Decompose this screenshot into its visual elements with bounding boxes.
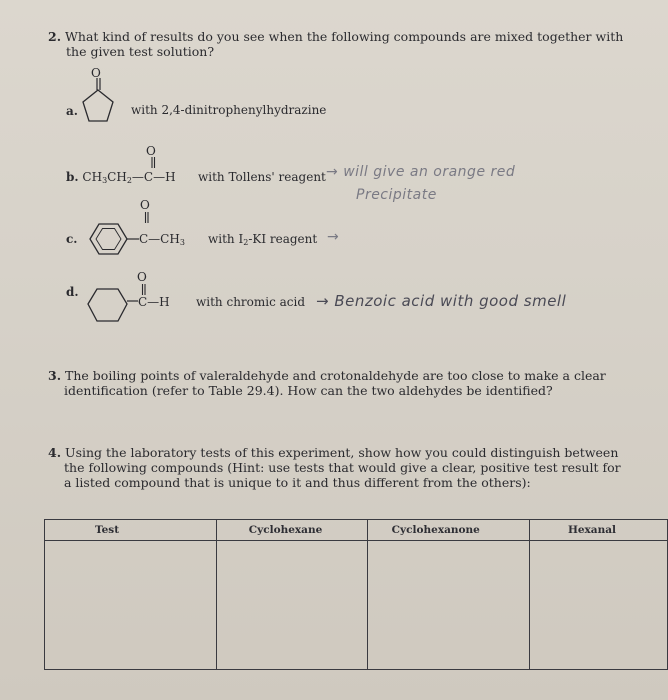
item-d-oxygen: O	[137, 270, 147, 284]
item-c-label: c.	[66, 232, 78, 246]
item-d-reagent: with chromic acid	[196, 295, 306, 309]
q2-line1	[48, 29, 623, 44]
q3-text-1: The boiling points of valeraldehyde and crotonaldehyde are too close to make a clear	[65, 368, 606, 383]
q4-text-3: a listed compound that is unique to it and thus different from the others):	[64, 475, 531, 490]
item-b-oxygen: O	[146, 144, 156, 158]
cell-hexanal[interactable]	[529, 541, 667, 670]
item-a-label: a.	[66, 104, 78, 118]
item-b-reagent: with Tollens' reagent	[198, 170, 326, 184]
table-header-row	[45, 520, 668, 541]
header-cyclohexane: Cyclohexane	[216, 520, 367, 541]
q4-text-2: the following compounds (Hint: use tests that would give a clear, positive test result for	[64, 460, 621, 475]
header-hexanal: Hexanal	[529, 520, 667, 541]
cell-test[interactable]	[45, 541, 217, 670]
item-c-group: $C—CH_3$	[139, 232, 185, 247]
cyclopentanone-structure	[76, 78, 126, 128]
item-b-answer-line1: → will give an orange red	[326, 164, 516, 180]
table-row	[45, 541, 668, 670]
item-d-label: d.	[66, 285, 79, 299]
arrow-icon: →	[316, 292, 330, 310]
cell-cyclohexanone[interactable]	[367, 541, 529, 670]
q2-text-1: What kind of results do you see when the following compounds are mixed together with	[65, 29, 624, 44]
item-a-oxygen: O	[91, 66, 101, 80]
cyclohexane-ring-structure	[82, 283, 142, 339]
comparison-table	[44, 519, 668, 670]
item-a-reagent: with 2,4-dinitrophenylhydrazine	[131, 103, 327, 117]
q4-number: 4.	[48, 445, 62, 460]
item-b-label: b.	[66, 170, 79, 184]
item-c-oxygen: O	[140, 198, 150, 212]
q3-text-2: identification (refer to Table 29.4). How can the two aldehydes be identified?	[64, 383, 553, 398]
q4-text-1: Using the laboratory tests of this experiment, show how you could distinguish between	[65, 445, 619, 460]
item-b-answer-line2: Precipitate	[356, 187, 437, 203]
header-test: Test	[45, 520, 217, 541]
item-b-double-bond	[148, 157, 158, 171]
item-b-formula: b. $CH_3CH_2—C—H$	[66, 170, 176, 185]
item-c-reagent: with $I_2-KI$ reagent	[208, 232, 318, 247]
q3-number: 3.	[48, 368, 62, 383]
q2-number: 2.	[48, 29, 62, 44]
header-cyclohexanone: Cyclohexanone	[367, 520, 529, 541]
item-d-group: C—H	[138, 295, 170, 309]
item-d-answer: → Benzoic acid with good smell	[316, 292, 567, 310]
q2-text-2: the given test solution?	[66, 44, 215, 59]
q3-line1	[48, 368, 606, 383]
arrow-icon: →	[326, 164, 339, 180]
q4-line1	[48, 445, 618, 460]
cell-cyclohexane[interactable]	[216, 541, 367, 670]
item-c-double-bond	[142, 212, 152, 226]
arrow-icon: →	[327, 229, 340, 245]
benzene-ring-structure	[83, 214, 143, 262]
